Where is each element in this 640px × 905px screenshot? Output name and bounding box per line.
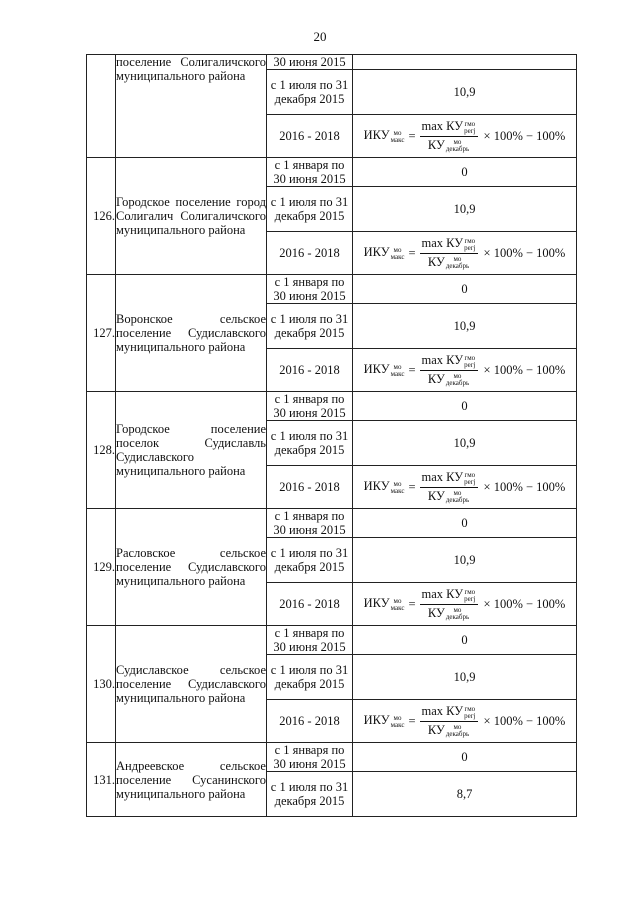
formula-num-sub: регj	[464, 477, 476, 486]
table-row	[87, 743, 577, 772]
formula-fraction	[420, 236, 478, 269]
formula-num-main: max КУ	[421, 470, 464, 485]
formula-tail: × 100% − 100%	[483, 597, 566, 611]
formula-lhs	[364, 362, 405, 377]
formula-equals: =	[408, 480, 416, 494]
period-cell: с 1 июля по 31 декабря 2015	[267, 421, 353, 466]
formula-den-sub: декабрь	[445, 261, 470, 270]
formula-cell	[353, 232, 577, 275]
formula-cell	[353, 583, 577, 626]
period-cell: 2016 - 2018	[267, 115, 353, 158]
formula-cell	[353, 466, 577, 509]
formula-num-indices	[464, 706, 475, 720]
formula-num-sup: гмо	[464, 704, 476, 713]
formula-lhs-main: ИКУ	[363, 362, 390, 377]
formula-lhs-sub: макс	[390, 720, 405, 729]
formula-tail: × 100% − 100%	[483, 363, 566, 377]
formula-lhs-indices	[391, 130, 405, 144]
formula-num-sup: гмо	[464, 236, 476, 245]
formula-den-main: КУ	[427, 371, 445, 386]
value-cell: 0	[353, 509, 577, 538]
period-cell: с 1 июля по 31 декабря 2015	[267, 538, 353, 583]
formula-lhs-indices	[391, 364, 405, 378]
formula-equals: =	[408, 714, 416, 728]
formula-num-sup: гмо	[464, 119, 476, 128]
tariff-table-body	[87, 55, 577, 817]
value-cell: 0	[353, 626, 577, 655]
row-number: 130.	[87, 626, 116, 743]
table-row	[87, 392, 577, 421]
formula-numerator	[420, 119, 478, 136]
formula-equals: =	[408, 246, 416, 260]
value-cell: 10,9	[353, 187, 577, 232]
formula-den-sup: мо	[453, 254, 462, 263]
formula-den-sup: мо	[453, 137, 462, 146]
formula-lhs-sub: макс	[390, 369, 405, 378]
formula-lhs-main: ИКУ	[363, 479, 390, 494]
formula-den-main: КУ	[427, 722, 445, 737]
index-formula	[364, 587, 566, 620]
formula-num-sup: гмо	[464, 470, 476, 479]
period-cell: с 1 июля по 31 декабря 2015	[267, 304, 353, 349]
value-cell: 10,9	[353, 304, 577, 349]
period-cell: 2016 - 2018	[267, 700, 353, 743]
table-row	[87, 626, 577, 655]
formula-lhs-sup: мо	[393, 362, 402, 371]
formula-num-sup: гмо	[464, 353, 476, 362]
formula-equals: =	[408, 129, 416, 143]
formula-den-sup: мо	[453, 371, 462, 380]
formula-den-sub: декабрь	[445, 729, 470, 738]
formula-num-sub: регj	[464, 243, 476, 252]
formula-denominator	[428, 371, 469, 387]
formula-num-main: max КУ	[421, 236, 464, 251]
row-number: 131.	[87, 743, 116, 817]
formula-num-sub: регj	[464, 360, 476, 369]
formula-den-sup: мо	[453, 722, 462, 731]
formula-fraction	[420, 470, 478, 503]
index-formula	[364, 470, 566, 503]
period-cell: с 1 января по 30 июня 2015	[267, 392, 353, 421]
formula-numerator	[420, 704, 478, 721]
formula-fraction	[420, 119, 478, 152]
formula-den-indices	[446, 724, 469, 738]
index-formula	[364, 236, 566, 269]
formula-den-indices	[446, 490, 469, 504]
formula-lhs	[364, 479, 405, 494]
formula-num-main: max КУ	[421, 119, 464, 134]
value-cell	[353, 55, 577, 70]
formula-lhs	[364, 245, 405, 260]
formula-cell	[353, 349, 577, 392]
formula-den-main: КУ	[427, 488, 445, 503]
settlement-name: Расловское сельское поселение Судиславского муниципального района	[116, 509, 267, 626]
formula-lhs-indices	[391, 481, 405, 495]
formula-num-main: max КУ	[421, 353, 464, 368]
formula-num-indices	[464, 472, 475, 486]
formula-lhs-sub: макс	[390, 252, 405, 261]
formula-num-main: max КУ	[421, 587, 464, 602]
formula-lhs-sup: мо	[393, 128, 402, 137]
row-number: 126.	[87, 158, 116, 275]
formula-lhs-indices	[391, 598, 405, 612]
formula-tail: × 100% − 100%	[483, 480, 566, 494]
index-formula	[364, 119, 566, 152]
row-number: 129.	[87, 509, 116, 626]
formula-fraction	[420, 587, 478, 620]
formula-den-indices	[446, 256, 469, 270]
formula-lhs	[364, 596, 405, 611]
formula-den-indices	[446, 139, 469, 153]
formula-den-main: КУ	[427, 254, 445, 269]
settlement-name: поселение Солигаличского муниципального района	[116, 55, 267, 158]
formula-equals: =	[408, 597, 416, 611]
formula-numerator	[420, 470, 478, 487]
formula-tail: × 100% − 100%	[483, 129, 566, 143]
formula-lhs-main: ИКУ	[363, 245, 390, 260]
value-cell: 8,7	[353, 772, 577, 817]
settlement-name: Андреевское сельское поселение Сусанинского муниципального района	[116, 743, 267, 817]
tariff-table	[86, 54, 577, 817]
settlement-name: Городское поселение город Солигалич Солигаличского муниципального района	[116, 158, 267, 275]
row-number: 128.	[87, 392, 116, 509]
period-cell: 2016 - 2018	[267, 466, 353, 509]
index-formula	[364, 704, 566, 737]
formula-den-sub: декабрь	[445, 612, 470, 621]
formula-den-main: КУ	[427, 605, 445, 620]
period-cell: 2016 - 2018	[267, 349, 353, 392]
formula-den-sub: декабрь	[445, 495, 470, 504]
value-cell: 0	[353, 158, 577, 187]
table-row	[87, 275, 577, 304]
value-cell: 10,9	[353, 70, 577, 115]
formula-den-indices	[446, 607, 469, 621]
formula-den-main: КУ	[427, 137, 445, 152]
formula-lhs-sup: мо	[393, 713, 402, 722]
period-cell: 2016 - 2018	[267, 232, 353, 275]
value-cell: 10,9	[353, 538, 577, 583]
formula-lhs	[364, 713, 405, 728]
formula-den-sup: мо	[453, 605, 462, 614]
formula-fraction	[420, 353, 478, 386]
formula-tail: × 100% − 100%	[483, 714, 566, 728]
period-cell: 2016 - 2018	[267, 583, 353, 626]
table-row	[87, 55, 577, 70]
value-cell: 10,9	[353, 655, 577, 700]
formula-lhs-indices	[391, 247, 405, 261]
period-cell: с 1 июля по 31 декабря 2015	[267, 772, 353, 817]
period-cell: с 1 июля по 31 декабря 2015	[267, 655, 353, 700]
formula-num-sup: гмо	[464, 587, 476, 596]
formula-numerator	[420, 236, 478, 253]
value-cell: 0	[353, 743, 577, 772]
period-cell: с 1 июля по 31 декабря 2015	[267, 70, 353, 115]
formula-numerator	[420, 587, 478, 604]
formula-num-indices	[464, 589, 475, 603]
formula-tail: × 100% − 100%	[483, 246, 566, 260]
formula-den-sub: декабрь	[445, 378, 470, 387]
formula-den-indices	[446, 373, 469, 387]
formula-numerator	[420, 353, 478, 370]
index-formula	[364, 353, 566, 386]
period-cell: с 1 января по 30 июня 2015	[267, 743, 353, 772]
period-cell: с 1 июля по 31 декабря 2015	[267, 187, 353, 232]
formula-num-indices	[464, 238, 475, 252]
formula-num-indices	[464, 355, 475, 369]
formula-den-sup: мо	[453, 488, 462, 497]
period-cell: с 1 января по 30 июня 2015	[267, 158, 353, 187]
formula-lhs-main: ИКУ	[363, 713, 390, 728]
value-cell: 0	[353, 392, 577, 421]
value-cell: 0	[353, 275, 577, 304]
table-row	[87, 509, 577, 538]
settlement-name: Судиславское сельское поселение Судиславского муниципального района	[116, 626, 267, 743]
formula-cell	[353, 700, 577, 743]
period-cell: с 1 января по 30 июня 2015	[267, 275, 353, 304]
formula-num-main: max КУ	[421, 704, 464, 719]
formula-denominator	[428, 137, 469, 153]
formula-cell	[353, 115, 577, 158]
formula-fraction	[420, 704, 478, 737]
formula-denominator	[428, 254, 469, 270]
formula-lhs-sup: мо	[393, 245, 402, 254]
formula-den-sub: декабрь	[445, 144, 470, 153]
settlement-name: Городское поселение поселок Судиславль Судиславского муниципального района	[116, 392, 267, 509]
page-number: 20	[313, 29, 327, 44]
settlement-name: Воронское сельское поселение Судиславского муниципального района	[116, 275, 267, 392]
formula-lhs	[364, 128, 405, 143]
formula-num-sub: регj	[464, 594, 476, 603]
formula-lhs-sup: мо	[393, 479, 402, 488]
formula-lhs-sub: макс	[390, 603, 405, 612]
period-cell: с 1 января по 30 июня 2015	[267, 626, 353, 655]
row-number: 127.	[87, 275, 116, 392]
formula-num-sub: регj	[464, 126, 476, 135]
formula-lhs-sup: мо	[393, 596, 402, 605]
formula-num-indices	[464, 121, 475, 135]
formula-num-sub: регj	[464, 711, 476, 720]
formula-denominator	[428, 605, 469, 621]
value-cell: 10,9	[353, 421, 577, 466]
formula-equals: =	[408, 363, 416, 377]
table-row	[87, 158, 577, 187]
formula-denominator	[428, 722, 469, 738]
period-cell: с 1 января по 30 июня 2015	[267, 509, 353, 538]
period-cell: 30 июня 2015	[267, 55, 353, 70]
formula-lhs-sub: макс	[390, 135, 405, 144]
formula-lhs-main: ИКУ	[363, 596, 390, 611]
formula-denominator	[428, 488, 469, 504]
formula-lhs-sub: макс	[390, 486, 405, 495]
formula-lhs-main: ИКУ	[363, 128, 390, 143]
formula-lhs-indices	[391, 715, 405, 729]
row-number	[87, 55, 116, 158]
